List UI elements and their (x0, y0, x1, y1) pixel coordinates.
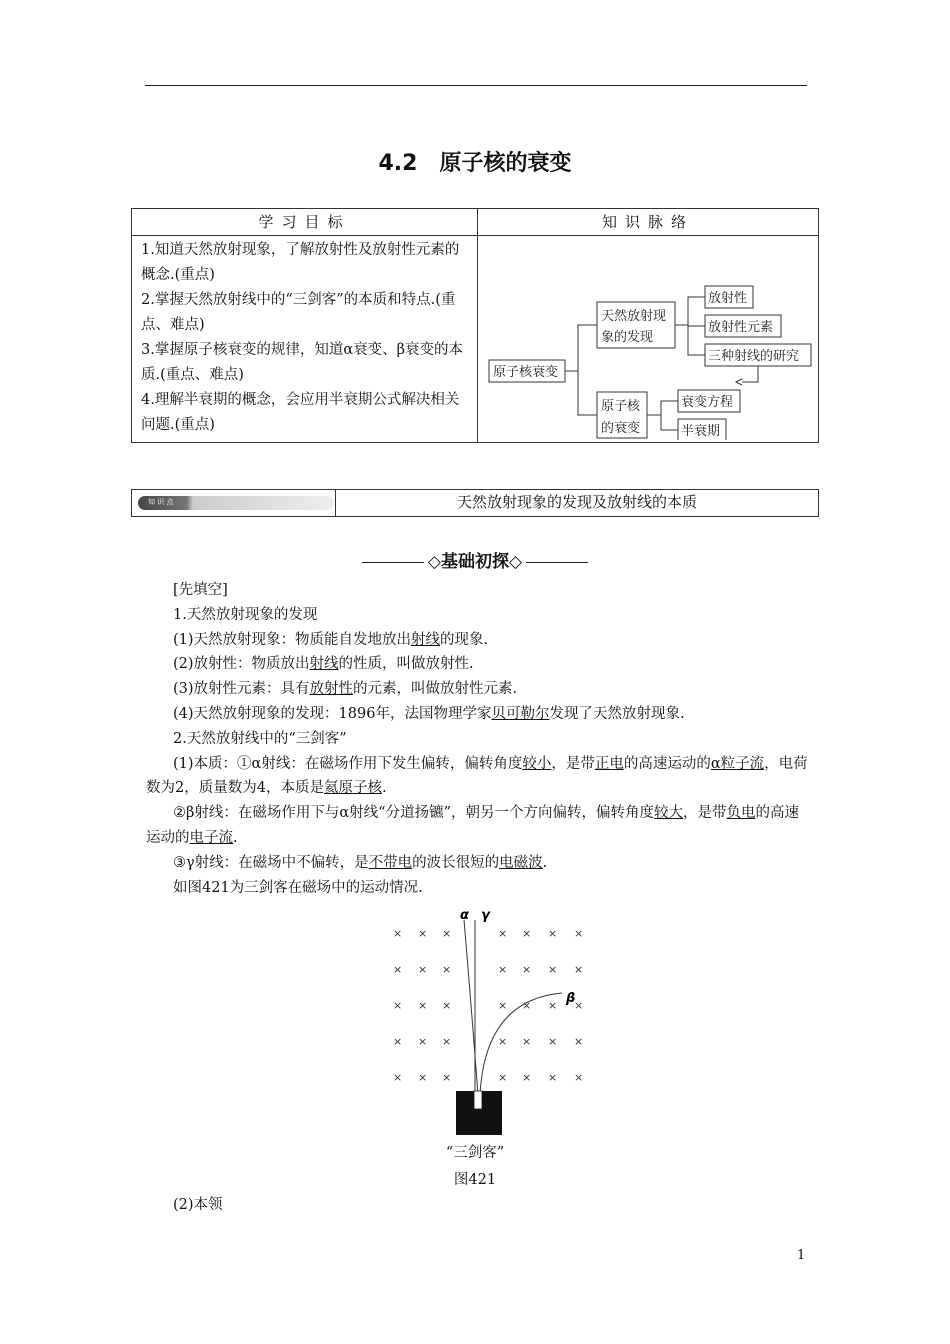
text: 的波长很短的 (412, 854, 500, 871)
goal-item: 4.理解半衰期的概念，会应用半衰期公式解决相关问题.(重点) (141, 392, 460, 433)
goal-item: 3.掌握原子核衰变的规律，知道α衰变、β衰变的本质.(重点、难点) (141, 342, 464, 383)
goal-item: 2.掌握天然放射线中的“三剑客”的本质和特点.(重点、难点) (141, 292, 456, 333)
field-cross: × (522, 999, 532, 1012)
field-cross: × (522, 963, 532, 976)
text: (1)本质：①α射线：在磁场作用下发生偏转，偏转角度 (173, 755, 523, 772)
text: (1)天然放射现象：物质能自发地放出 (173, 631, 412, 648)
map-leaf-4: 衰变方程 (681, 395, 734, 410)
paragraph (146, 652, 810, 677)
header-rule (145, 85, 807, 86)
field-cross: × (522, 1071, 532, 1084)
radiation-figure (380, 905, 600, 1139)
beta-label: β (566, 991, 576, 1006)
text: ，是带 (551, 755, 595, 772)
fill-answer: 电磁波 (499, 854, 543, 871)
text: 的现象. (440, 631, 489, 648)
field-cross: × (498, 999, 508, 1012)
field-cross: × (548, 1035, 558, 1048)
figure-caption: “三剑客” (445, 1145, 505, 1161)
goal-item: 1.知道天然放射现象，了解放射性及放射性元素的概念.(重点) (141, 242, 460, 283)
field-cross: × (418, 927, 428, 940)
text: ，电荷数为2，质量数为4，本质是 (146, 755, 808, 797)
field-cross: × (498, 1035, 508, 1048)
page-number: 1 (797, 1248, 806, 1263)
knowledge-map-diagram (478, 236, 821, 440)
paragraph (146, 628, 810, 653)
field-cross: × (522, 927, 532, 940)
magnetic-field-marks (393, 927, 583, 1084)
field-cross: × (393, 1071, 403, 1084)
fill-answer: α粒子流 (710, 755, 765, 772)
body-text-continued (146, 1193, 810, 1218)
fill-answer: 氦原子核 (323, 780, 382, 797)
objectives-table (131, 208, 819, 443)
fill-answer: 较大 (654, 805, 683, 822)
map-leaf-1: 放射性 (708, 291, 748, 306)
field-cross: × (393, 1035, 403, 1048)
text: . (381, 780, 387, 797)
field-cross: × (418, 1071, 428, 1084)
map-leaf-5: 半衰期 (681, 424, 721, 439)
field-cross: × (522, 1035, 532, 1048)
knowledge-map (478, 236, 819, 443)
paragraph: 2.天然放射线中的“三剑客” (173, 730, 347, 747)
fill-answer: 负电 (726, 805, 756, 822)
paragraph (146, 702, 810, 727)
text: 的元素，叫做放射性元素. (353, 681, 518, 698)
field-cross: × (418, 1035, 428, 1048)
field-cross: × (498, 1071, 508, 1084)
knowledge-point-tag-label: 知 识 点 (148, 498, 174, 506)
field-cross: × (548, 1071, 558, 1084)
text: (2)放射性：物质放出 (173, 656, 310, 673)
map-root: 原子核衰变 (493, 365, 559, 380)
field-cross: × (574, 927, 584, 940)
map-branch-2a: 原子核 (601, 399, 641, 414)
field-cross: × (393, 927, 403, 940)
map-branch-1b: 象的发现 (601, 330, 654, 345)
text: 的高速运动的 (146, 805, 799, 846)
figure-number: 图421 (453, 1172, 497, 1188)
text: 的性质，叫做放射性. (338, 656, 474, 673)
text: ③γ射线：在磁场中不偏转，是 (173, 854, 369, 871)
text: . (233, 829, 238, 846)
fill-answer: 电子流 (189, 829, 233, 846)
fill-answer: 不带电 (368, 854, 413, 871)
paragraph (146, 851, 810, 876)
field-cross: × (418, 999, 428, 1012)
goals-list (132, 236, 478, 443)
paragraph: 如图421为三剑客在磁场中的运动情况. (173, 879, 423, 896)
text: (4)天然放射现象的发现：1896年，法国物理学家 (173, 705, 492, 722)
knowledge-point-bar (131, 489, 819, 517)
field-cross: × (548, 963, 558, 976)
paragraph: (2)本领 (173, 1197, 223, 1213)
divider (526, 562, 588, 563)
paragraph: [先填空] (173, 582, 228, 598)
text: ，是带 (683, 805, 727, 822)
section-heading-text: 基础初探 (441, 552, 509, 572)
fill-answer: 射线 (309, 656, 339, 673)
field-cross: × (442, 963, 452, 976)
knowledge-point-tag (138, 496, 334, 510)
fill-answer: 正电 (594, 755, 624, 772)
field-cross: × (574, 1071, 584, 1084)
fill-answer: 较小 (522, 755, 552, 772)
page-title: 4.2 原子核的衰变 (378, 151, 572, 176)
field-cross: × (574, 963, 584, 976)
map-branch-2b: 的衰变 (601, 421, 641, 436)
text: 发现了天然放射现象. (549, 705, 685, 722)
field-cross: × (574, 999, 584, 1012)
alpha-path (464, 920, 478, 1095)
field-cross: × (548, 999, 558, 1012)
text: ②β射线：在磁场作用下与α射线“分道扬镳”，朝另一个方向偏转，偏转角度 (173, 805, 654, 822)
field-cross: × (442, 1035, 452, 1048)
field-cross: × (442, 927, 452, 940)
paragraph (146, 752, 810, 802)
paragraph: 1.天然放射现象的发现 (173, 606, 318, 623)
source-slot (474, 1091, 482, 1109)
field-cross: × (393, 999, 403, 1012)
body-text (146, 578, 810, 900)
map-leaf-3: 三种射线的研究 (708, 349, 800, 364)
field-cross: × (574, 1035, 584, 1048)
fill-answer: 贝可勒尔 (491, 705, 550, 722)
map-branch-1a: 天然放射现 (601, 309, 667, 324)
fill-answer: 射线 (411, 631, 441, 648)
paragraph (146, 801, 810, 851)
field-cross: × (442, 999, 452, 1012)
fill-answer: 放射性 (309, 681, 354, 698)
field-cross: × (418, 963, 428, 976)
text: 的高速运动的 (623, 755, 711, 772)
paragraph (146, 677, 810, 702)
gamma-label: γ (481, 908, 490, 923)
knowledge-point-title: 天然放射现象的发现及放射线的本质 (456, 493, 697, 511)
divider (362, 562, 424, 563)
goals-header: 学习目标 (132, 209, 478, 236)
text: . (542, 854, 548, 871)
field-cross: × (393, 963, 403, 976)
map-leaf-2: 放射性元素 (708, 320, 774, 335)
map-header: 知识脉络 (478, 209, 819, 236)
section-heading: ◇基础初探◇ (0, 547, 950, 572)
field-cross: × (442, 1071, 452, 1084)
field-cross: × (498, 963, 508, 976)
alpha-label: α (460, 908, 469, 923)
field-cross: × (498, 927, 508, 940)
text: (3)放射性元素：具有 (173, 681, 310, 698)
field-cross: × (548, 927, 558, 940)
